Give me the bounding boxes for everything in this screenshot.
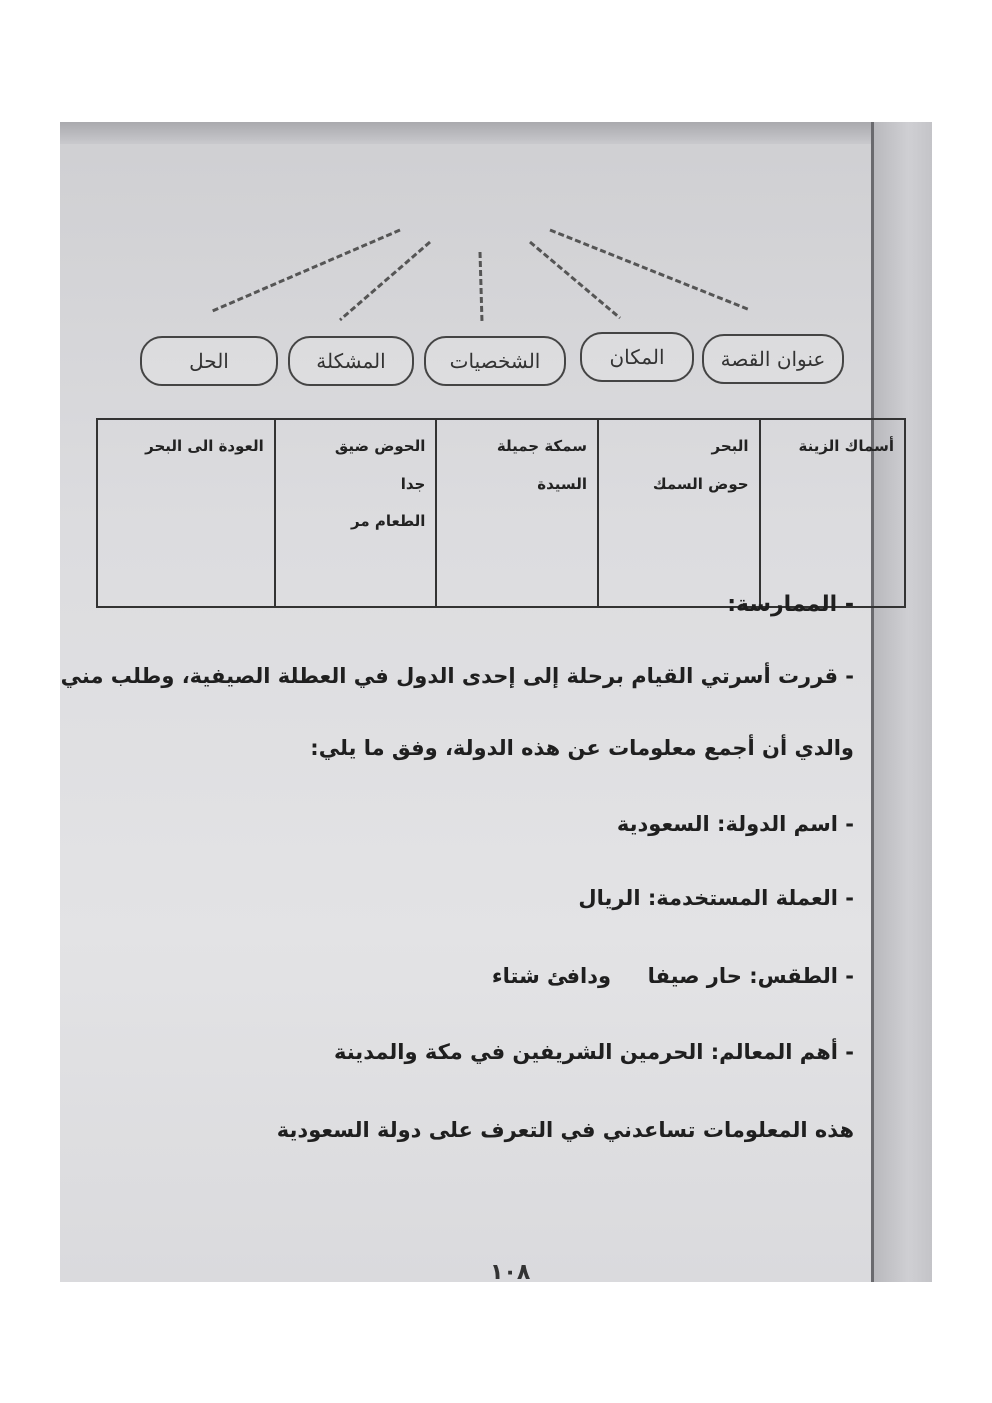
page-number: ١٠٨: [490, 1260, 531, 1282]
arrow-to-characters: [480, 252, 482, 322]
table-cell-place: البحر حوض السمك: [598, 419, 760, 607]
table-cell-problem: الحوض ضيق جدا الطعام مر: [275, 419, 437, 607]
practice-intro-line2: والدي أن أجمع معلومات عن هذه الدولة، وفق ما يلي:: [310, 736, 854, 760]
story-elements-table: [96, 418, 906, 608]
practice-closing: هذه المعلومات تساعدني في التعرف على دولة السعودية: [276, 1118, 854, 1142]
table-cell-characters: سمكة جميلة السيدة: [436, 419, 598, 607]
table-cell-solution: العودة الى البحر: [97, 419, 275, 607]
page-photo: [60, 122, 932, 1282]
box-problem: المشكلة: [288, 336, 414, 386]
arrow-to-solution: [210, 230, 400, 312]
box-characters: الشخصيات: [424, 336, 566, 386]
table-cell-title: أسماك الزينة: [760, 419, 905, 607]
box-solution: الحل: [140, 336, 278, 386]
practice-intro-line1: - قررت أسرتي القيام برحلة إلى إحدى الدول في العطلة الصيفية، وطلب مني: [60, 664, 854, 688]
table-row: [97, 419, 905, 607]
arrow-to-title: [550, 230, 750, 310]
practice-item-weather: - الطقس: حار صيفا ودافئ شتاء: [491, 964, 854, 988]
box-place: المكان: [580, 332, 694, 382]
practice-item-currency: - العملة المستخدمة: الريال: [578, 886, 854, 910]
arrow-to-place: [530, 242, 620, 318]
arrow-to-problem: [340, 242, 430, 320]
practice-item-landmarks: - أهم المعالم: الحرمين الشريفين في مكة والمدينة: [334, 1040, 854, 1064]
practice-item-country: - اسم الدولة: السعودية: [616, 812, 854, 836]
practice-heading: - الممارسة:: [727, 592, 854, 617]
box-story-title: عنوان القصة: [702, 334, 844, 384]
